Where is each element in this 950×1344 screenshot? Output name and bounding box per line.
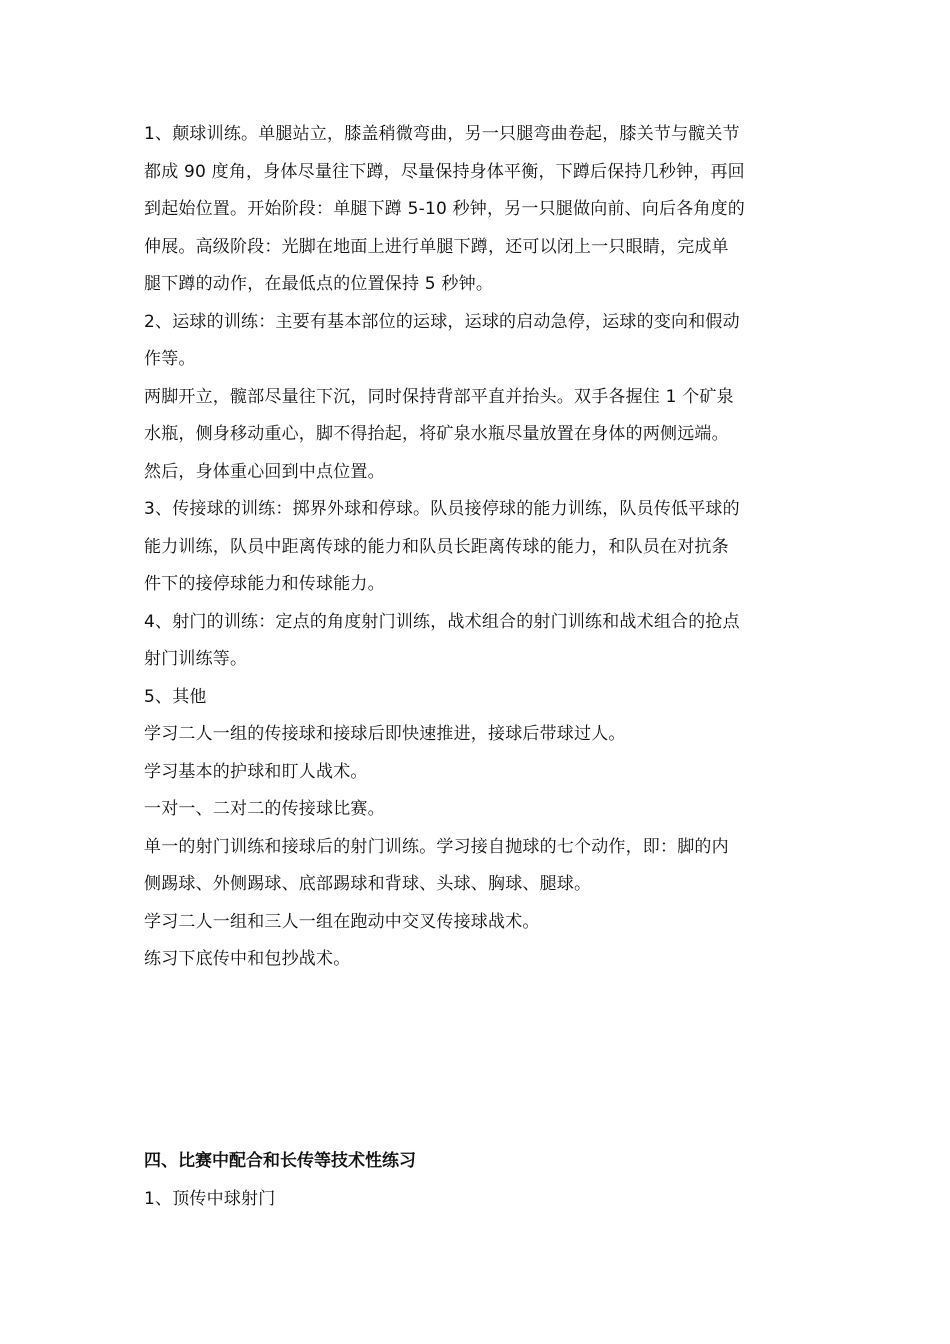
section-first-item: 1、顶传中球射门: [144, 1188, 276, 1209]
text-line: 腿下蹲的动作，在最低点的位置保持 5 秒钟。: [144, 274, 494, 294]
text-line: 5、其他: [144, 686, 207, 707]
text-line: 1、颠球训练。单腿站立，膝盖稍微弯曲，另一只腿弯曲卷起，膝关节与髋关节: [144, 124, 740, 144]
text-line: 到起始位置。开始阶段：单腿下蹲 5-10 秒钟，另一只腿做向前、向后各角度的: [144, 199, 745, 219]
section-heading: 四、比赛中配合和长传等技术性练习: [144, 1151, 416, 1171]
text-line: 两脚开立，髋部尽量往下沉，同时保持背部平直并抬头。双手各握住 1 个矿泉: [144, 386, 734, 407]
body-text: [144, 116, 809, 979]
text-line: 件下的接停球能力和传球能力。: [144, 574, 385, 594]
text-line: 伸展。高级阶段：光脚在地面上进行单腿下蹲，还可以闭上一只眼睛，完成单: [144, 236, 729, 257]
text-line: 然后，身体重心回到中点位置。: [144, 461, 385, 482]
section-four: [144, 1143, 809, 1218]
text-line: 作等。: [144, 349, 196, 369]
text-line: 学习基本的护球和盯人战术。: [144, 761, 368, 782]
text-line: 都成 90 度角，身体尽量往下蹲，尽量保持身体平衡，下蹲后保持几秒钟，再回: [144, 161, 745, 182]
text-line: 学习二人一组和三人一组在跑动中交叉传接球战术。: [144, 911, 540, 932]
text-line: 单一的射门训练和接球后的射门训练。学习接自抛球的七个动作，即：脚的内: [144, 836, 729, 857]
text-line: 3、传接球的训练：掷界外球和停球。队员接停球的能力训练，队员传低平球的: [144, 499, 740, 519]
text-line: 一对一、二对二的传接球比赛。: [144, 799, 385, 819]
text-line: 水瓶，侧身移动重心，脚不得抬起，将矿泉水瓶尽量放置在身体的两侧远端。: [144, 424, 729, 444]
text-line: 2、运球的训练：主要有基本部位的运球，运球的启动急停，运球的变向和假动: [144, 311, 740, 332]
text-line: 练习下底传中和包抄战术。: [144, 949, 351, 969]
text-line: 射门训练等。: [144, 649, 248, 669]
text-line: 学习二人一组的传接球和接球后即快速推进，接球后带球过人。: [144, 724, 626, 744]
text-line: 侧踢球、外侧踢球、底部踢球和背球、头球、胸球、腿球。: [144, 874, 592, 894]
text-line: 能力训练，队员中距离传球的能力和队员长距离传球的能力，和队员在对抗条: [144, 536, 729, 557]
text-line: 4、射门的训练：定点的角度射门训练，战术组合的射门训练和战术组合的抢点: [144, 611, 740, 632]
